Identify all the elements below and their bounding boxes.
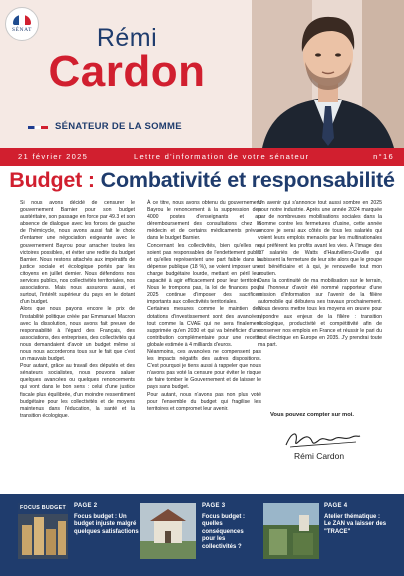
senator-role: SÉNATEUR DE LA SOMME [55, 121, 182, 132]
article-column-2 [147, 200, 261, 413]
article-paragraph: Concernant les collectivités, bien qu'elles ne soient pas responsables de l'endettement public et qu'elles représentent une part faible dans la dépense publique (18 %), se voient imposer une charge budgétaire lourde, mettant en péril leur capacité à agir efficacement pour leur territoire. Nous le trompons pas, la loi de finances pour 2025 continue d'imposer des sacrifices importants aux collectivités territoriales. [147, 242, 261, 306]
signature-name: Rémi Cardon [294, 451, 345, 461]
article-paragraph: Certaines mesures comme le maintien des dotations d'investissement sont des avancées, tout comme la CVAE qui ne sera finalement supprimée qu'en 2030 et qui va bénéficier d'une contribution complémentaire pour une recette globale estimée à 4 milliards d'euros. [147, 306, 261, 348]
teaser-2-thumbnail[interactable] [140, 503, 196, 559]
senator-portrait [252, 0, 404, 148]
teaser-3[interactable] [324, 503, 388, 536]
article-paragraph: Si nous avons décidé de censurer le gouvernement Barnier pour son budget austéritaire, son passage en force par 49.3 et son absence de dialogue avec les forces de gauche de l'hémicycle, nous avons aussi fait le choix d'entamer une négociation exigeante avec le gouvernement Bayrou pour arracher toutes les victoires possibles, et éviter une redite du budget Barnier. Nous restons attachés aux impératifs de justice sociale et écologique portés par les citoyens en juillet dernier. Nous défendons nos services publics, nos collectivités territoriales, nos associations. Mais nous assurons aussi, et surtout, l'intérêt supérieur du pays en le dotant d'un budget. [20, 200, 135, 306]
teaser-2-title: Focus budget : quelles conséquences pour les collectivités ? [202, 513, 245, 550]
teaser-1-title: Focus budget : Un budget injuste malgré quelques satisfactions [74, 513, 139, 535]
closing-line: Vous pouvez compter sur moi. [270, 412, 354, 418]
teaser-1[interactable] [74, 503, 140, 536]
article-paragraph: Pour autant, nous n'avons pas non plus voté pour l'ensemble du budget qui fragilise les territoires et compromet leur avenir. [147, 391, 261, 412]
tricolor-flag-icon [28, 126, 48, 129]
article-paragraph: Un avenir qui s'annonce tout aussi sombre en 2025 pour notre industrie. Après une année 2024 marquée par de nombreuses mobilisations sociales dans la Somme contre les fermetures d'usine, cette année encore je serai aux côtés de tous les salariés qui voient leurs emplois menacés par les multinationales qui préfèrent les profits avant les vies. À l'image des 97 salariés de Watts d'Hautvillers-Ouville qui subissent la fermeture de leur site alors que le groupe est bénéficiaire et à qui, je renouvelle tout mon soutien. [258, 200, 382, 277]
article-paragraph: Néanmoins, ces avancées ne compensent pas les impacts négatifs des autres dispositions. C'est pourquoi je tiens aussi à rappeler que nous n'avons pas voté la censure pour éviter le risque de faire tomber le Gouvernement et de laisser le pays sans budget. [147, 348, 261, 391]
info-bar [0, 148, 404, 166]
teaser-3-title: Atelier thématique : Le ZAN va laisser des "TRACE" [324, 513, 387, 535]
signature-image [282, 425, 362, 453]
article-paragraph: Alors que nous payons encore le prix de l'instabilité politique créée par Emmanuel Macron avec la dissolution, nous avons fait preuve de responsabilité à l'égard des Français, des associations, des entreprises, des collectivités qui nous demandaient d'avoir un budget même si nous nous accorderons tous sur le fait que c'est un mauvais budget. [20, 306, 135, 363]
senat-logo-text: SÉNAT [11, 27, 33, 33]
teaser-3-page: PAGE 4 [324, 503, 348, 509]
article-paragraph: Pour autant, grâce au travail des députés et des sénateurs socialistes, nous pouvons saluer quelques avancées ou quelques renoncements qui vont dans le bon sens : celui d'une justice fiscale plus équilibrée, d'un moindre ressentiment budgétaire pour les collectivités et de moyens maintenus dans l'éducation, la santé et la transition écologique. [20, 363, 135, 419]
senator-first-name: Rémi [96, 24, 158, 52]
article-column-3 [258, 200, 382, 349]
teaser-2-page: PAGE 3 [202, 503, 226, 509]
headline [0, 168, 404, 193]
newsletter-subtitle: Lettre d'information de votre sénateur [134, 152, 310, 161]
article-paragraph: Dans la continuité de ma mobilisation sur le terrain, j'ai l'honneur d'avoir été nommé rapporteur d'une mission d'information sur l'avenir de la filière automobile qui débutera ses travaux prochainement. Nous devons mettre tous les moyens en œuvre pour répondre aux enjeux de la filière : transition écologique, productivité et compétitivité afin de conserver nos emplois en France et réussir le pari du tout électrique en Europe en 2035. J'y prendrai toute ma part. [258, 278, 382, 348]
article-column-1 [20, 200, 135, 420]
issue-date: 21 février 2025 [18, 152, 89, 161]
senat-seal-icon [13, 15, 31, 25]
article-paragraph: À ce titre, nous avons obtenu du gouvernement Bayrou le renoncement à la suppression des 4000 postes d'enseignants et au déremboursement des consultations chez le médecin et de certains médicaments prévus dans le budget Barnier. [147, 200, 261, 242]
masthead [0, 0, 404, 148]
teaser-1-image-caption: FOCUS BUDGET [20, 505, 66, 511]
teaser-1-thumbnail[interactable] [18, 503, 68, 559]
teaser-1-page: PAGE 2 [74, 503, 98, 509]
issue-number: n°16 [373, 152, 394, 161]
headline-text: Combativité et responsabilité [100, 168, 395, 192]
senat-logo [5, 7, 39, 41]
senator-last-name: Cardon [48, 47, 206, 96]
teaser-2[interactable] [202, 503, 258, 552]
teaser-3-thumbnail[interactable] [263, 503, 319, 559]
headline-prefix: Budget : [9, 168, 95, 192]
